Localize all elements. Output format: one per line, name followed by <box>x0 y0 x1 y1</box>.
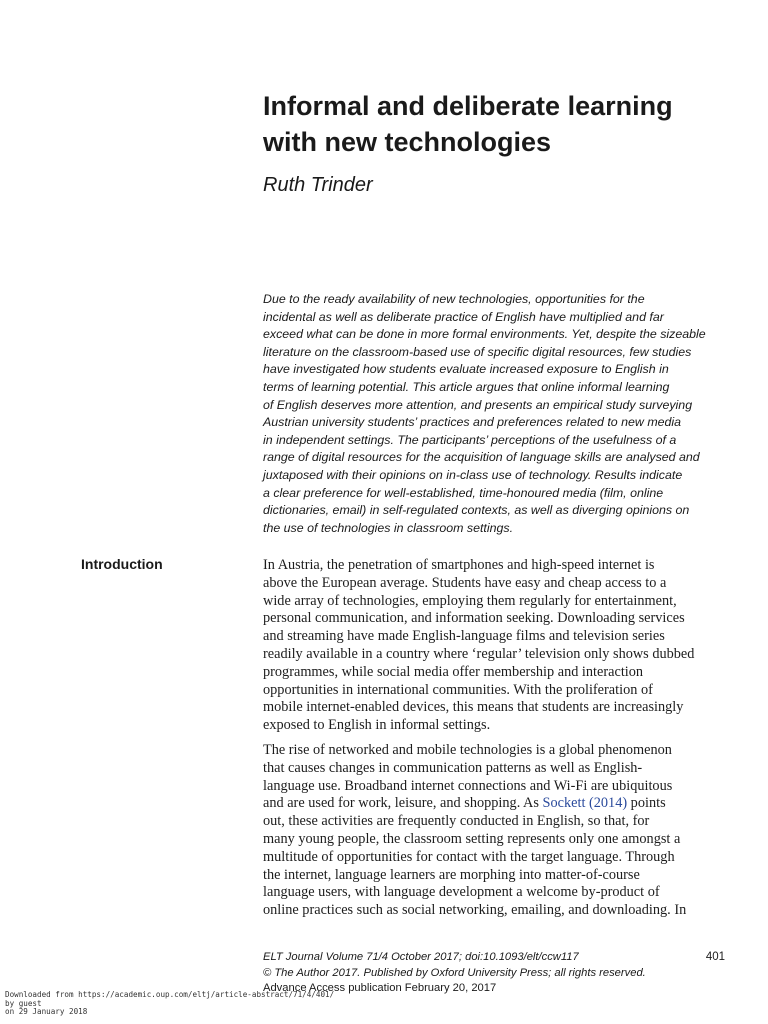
citation-link-sockett-2014[interactable]: Sockett (2014) <box>542 795 628 812</box>
article-title-line-1: Informal and deliberate learning <box>263 91 673 121</box>
abstract-line: the use of technologies in classroom settings. <box>263 520 514 535</box>
paragraph-line: programmes, while social media offer membership and interaction <box>263 663 644 680</box>
download-line-source: Downloaded from https://academic.oup.com/eltj/article-abstract/71/4/401/ <box>5 990 335 999</box>
paragraph-line: wide array of technologies, employing them regularly for entertainment, <box>263 592 677 609</box>
paragraph-line: out, these activities are frequently conducted in English, so that, for <box>263 813 650 830</box>
paragraph-line: that causes changes in communication patterns as well as English- <box>263 759 643 776</box>
article-title-line-2: with new technologies <box>263 127 552 157</box>
abstract-line: Due to the ready availability of new technologies, opportunities for the <box>263 292 645 306</box>
abstract-line: exceed what can be done in more formal environments. Yet, despite the sizeable <box>263 327 706 342</box>
paragraph-line: The rise of networked and mobile technologies is a global phenomenon <box>263 742 672 758</box>
paragraph-line: language users, with language development a welcome by-product of <box>263 884 660 901</box>
paragraph-line-with-citation <box>263 795 725 813</box>
advance-access-line: Advance Access publication February 20, 2017 <box>263 982 497 995</box>
abstract-line: juxtaposed with their opinions on in-class use of technology. Results indicate <box>263 467 683 482</box>
paragraph-line: In Austria, the penetration of smartphones and high-speed internet is <box>263 557 655 573</box>
introduction-paragraph-2 <box>263 742 725 920</box>
paragraph-line: and streaming have made English-language films and television series <box>263 628 665 645</box>
paragraph-text: points <box>627 795 666 812</box>
article-title <box>263 88 723 160</box>
abstract-line: incidental as well as deliberate practice of English have multiplied and far <box>263 309 664 324</box>
abstract-line: literature on the classroom-based use of specific digital resources, few studies <box>263 344 692 359</box>
download-line-user: by guest <box>5 998 42 1008</box>
paragraph-line: many young people, the classroom setting represents only one amongst a <box>263 830 681 847</box>
paragraph-line: exposed to English in informal settings. <box>263 717 491 734</box>
paragraph-line: language use. Broadband internet connections and Wi-Fi are ubiquitous <box>263 777 673 794</box>
journal-citation-line: ELT Journal Volume 71/4 October 2017; doi:10.1093/elt/ccw117 <box>263 951 579 963</box>
paragraph-text: and are used for work, leisure, and shopping. As <box>263 795 543 812</box>
page-number: 401 <box>705 951 725 963</box>
paragraph-line: readily available in a country where ‘regular’ television only shows dubbed <box>263 645 695 662</box>
download-line-date: on 29 January 2018 <box>5 1007 88 1017</box>
paragraph-line: personal communication, and information seeking. Downloading services <box>263 610 685 627</box>
abstract-line: terms of learning potential. This article argues that online informal learning <box>263 379 670 394</box>
abstract-line: dictionaries, email) in self-regulated contexts, as well as diverging opinions on <box>263 503 690 518</box>
paragraph-line: above the European average. Students have easy and cheap access to a <box>263 574 667 591</box>
paragraph-line: multitude of opportunities for contact with the target language. Through <box>263 848 675 865</box>
section-heading-introduction: Introduction <box>81 556 163 572</box>
abstract-line: range of digital resources for the acquisition of language skills are analysed and <box>263 450 700 465</box>
copyright-line: © The Author 2017. Published by Oxford University Press; all rights reserved. <box>263 966 646 979</box>
introduction-paragraph-1 <box>263 557 725 735</box>
abstract-line: a clear preference for well-established, time-honoured media (film, online <box>263 485 664 500</box>
author-name: Ruth Trinder <box>263 174 373 196</box>
abstract-line: in independent settings. The participants’ perceptions of the usefulness of a <box>263 432 677 447</box>
download-watermark <box>5 991 425 1017</box>
paragraph-line: the internet, language learners are morphing into matter-of-course <box>263 866 640 883</box>
abstract-line: Austrian university students’ practices and preferences related to new media <box>263 415 682 430</box>
abstract-line: of English deserves more attention, and presents an empirical study surveying <box>263 397 693 412</box>
abstract-line: have investigated how students evaluate increased exposure to English in <box>263 362 669 377</box>
paragraph-line: mobile internet-enabled devices, this means that students are increasingly <box>263 699 684 716</box>
abstract <box>263 291 725 537</box>
paragraph-line: opportunities in international communities. With the proliferation of <box>263 681 653 698</box>
paragraph-line: online practices such as social networking, emailing, and downloading. In <box>263 902 687 919</box>
